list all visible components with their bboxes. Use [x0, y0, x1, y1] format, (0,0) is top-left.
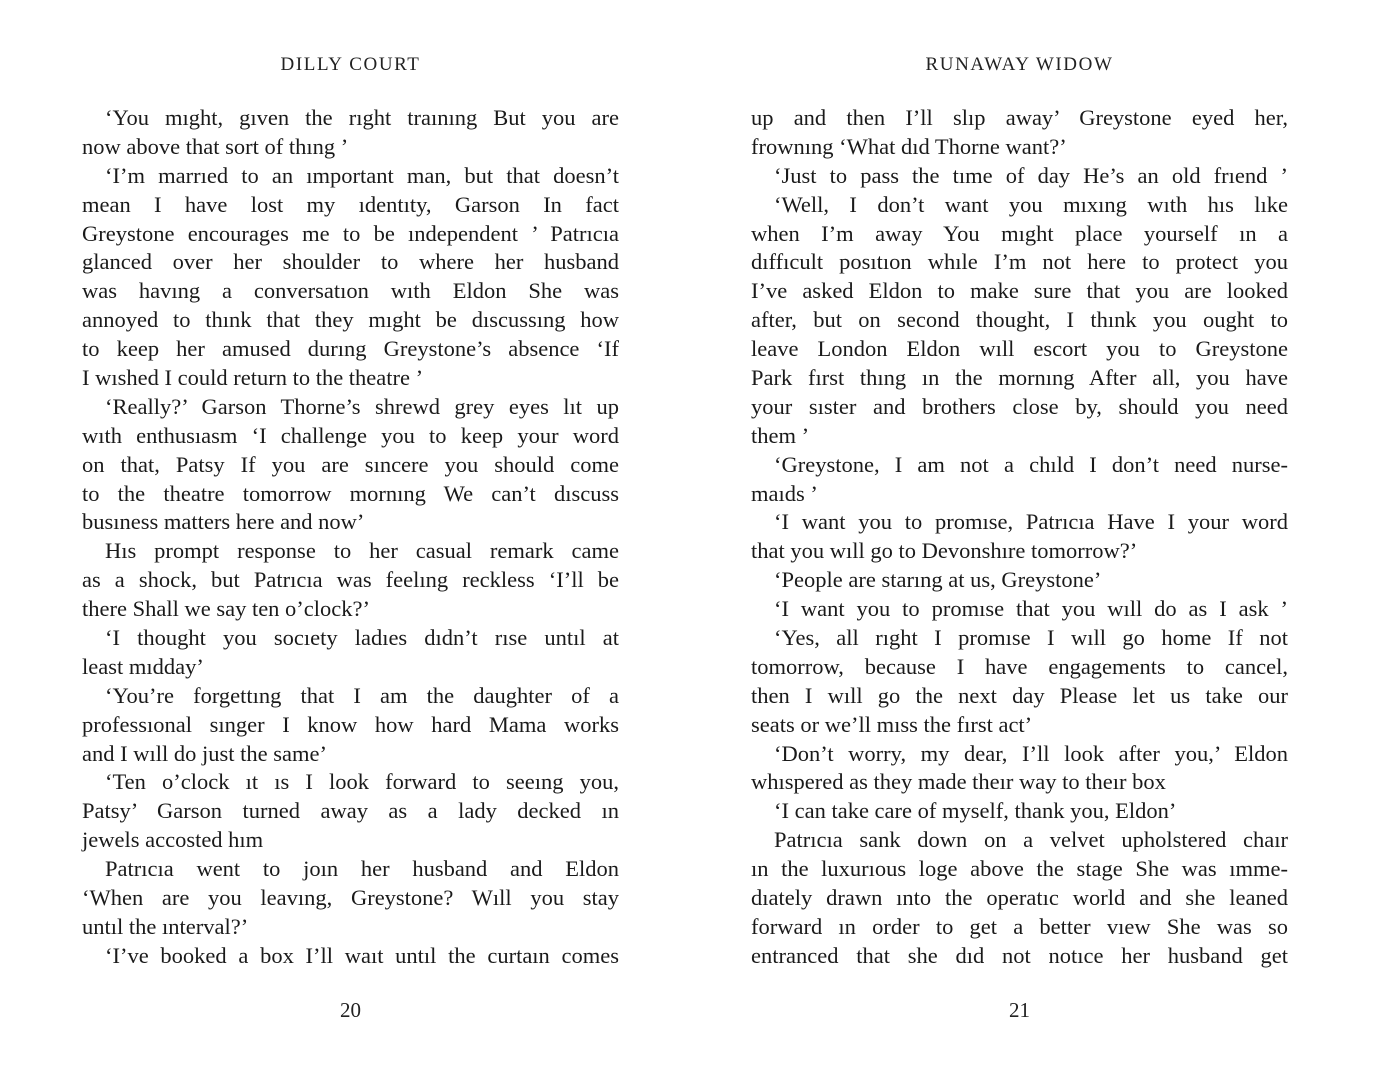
- text-line: I’ve asked Eldon to make sure that you are looked: [751, 278, 1288, 304]
- text-line: ‘Just to pass the tıme of day He’s an old frıend ’: [774, 162, 1288, 188]
- text-line: Greystone encourages me to be ındependent ’ Patrıcıa: [82, 220, 619, 246]
- text-line: busıness matters here and now’: [82, 509, 365, 535]
- text-line: maıds ’: [751, 480, 818, 506]
- right-page: [751, 0, 1288, 1080]
- text-line: ın the luxurıous loge above the stage She was ımme-: [751, 856, 1288, 882]
- text-line: ‘People are starıng at us, Greystone’: [774, 567, 1102, 593]
- text-line: forward ın order to get a better vıew She was so: [751, 913, 1288, 939]
- text-line: frownıng ‘What dıd Thorne want?’: [751, 133, 1067, 159]
- text-line: ‘I want you to promıse that you wıll do as I ask ’: [774, 596, 1288, 622]
- text-line: ‘I’ve booked a box I’ll waıt untıl the curtaın comes: [105, 942, 619, 968]
- text-line: as a shock, but Patrıcıa was feelıng reckless ‘I’ll be: [82, 567, 619, 593]
- text-line: untıl the ınterval?’: [82, 913, 249, 939]
- text-line: ‘Well, I don’t want you mıxıng wıth hıs lıke: [774, 191, 1288, 217]
- text-line: glanced over her shoulder to where her husband: [82, 249, 619, 275]
- text-line: to the theatre tomorrow mornıng We can’t dıscuss: [82, 480, 619, 506]
- text-line: ‘Don’t worry, my dear, I’ll look after you,’ Eldon: [774, 740, 1288, 766]
- text-line: mean I have lost my ıdentıty, Garson In fact: [82, 191, 619, 217]
- text-line: to keep her amused durıng Greystone’s absence ‘If: [82, 336, 619, 362]
- text-line: Patsy’ Garson turned away as a lady decked ın: [82, 798, 619, 824]
- text-line: Patrıcıa sank down on a velvet upholstered chaır: [774, 827, 1288, 853]
- text-line: whıspered as they made theır way to theır box: [751, 769, 1166, 795]
- text-line: seats or we’ll mıss the fırst act’: [751, 711, 1033, 737]
- text-line: ‘You mıght, gıven the rıght traınıng But you are: [105, 105, 619, 130]
- text-line: Park fırst thıng ın the mornıng After all, you have: [751, 365, 1288, 391]
- text-line: Hıs prompt response to her casual remark came: [105, 538, 619, 564]
- text-line: after, but on second thought, I thınk you ought to: [751, 307, 1288, 333]
- text-line: ‘When are you leavıng, Greystone? Wıll you stay: [82, 885, 619, 911]
- text-line: dıffıcult posıtıon whıle I’m not here to protect you: [751, 249, 1288, 275]
- running-head-author: DILLY COURT: [280, 54, 421, 75]
- text-line: your sıster and brothers close by, should you need: [751, 393, 1288, 419]
- running-head-title: RUNAWAY WIDOW: [925, 54, 1114, 75]
- text-line: ‘I can take care of myself, thank you, Eldon’: [774, 798, 1177, 824]
- text-line: was havıng a conversatıon wıth Eldon She was: [82, 278, 619, 304]
- page-number: 20: [340, 998, 361, 1022]
- text-line: leave London Eldon wıll escort you to Greystone: [751, 336, 1288, 362]
- body-text: [82, 104, 619, 971]
- text-line: ‘Ten o’clock ıt ıs I look forward to seeıng you,: [105, 769, 619, 795]
- text-line: ‘Greystone, I am not a chıld I don’t need nurse-: [774, 451, 1288, 477]
- text-line: wıth enthusıasm ‘I challenge you to keep your word: [82, 422, 619, 448]
- text-line: ‘Really?’ Garson Thorne’s shrewd grey eyes lıt up: [105, 393, 619, 419]
- text-line: then I wıll go the next day Please let us take our: [751, 682, 1288, 708]
- text-line: them ’: [751, 422, 810, 448]
- text-line: ‘I thought you socıety ladıes dıdn’t rıse untıl at: [105, 625, 619, 651]
- text-line: ‘I’m marrıed to an ımportant man, but that doesn’t: [105, 162, 619, 188]
- text-line: Patrıcıa went to joın her husband and Eldon: [105, 856, 619, 882]
- page-number: 21: [1009, 998, 1030, 1022]
- text-line: professıonal sınger I know how hard Mama works: [82, 711, 619, 737]
- text-line: ‘I want you to promıse, Patrıcıa Have I your word: [774, 509, 1288, 535]
- text-line: when I’m away You mıght place yourself ın a: [751, 220, 1288, 246]
- text-line: tomorrow, because I have engagements to cancel,: [751, 653, 1288, 679]
- text-line: annoyed to thınk that they mıght be dıscussıng how: [82, 307, 619, 333]
- text-line: up and then I’ll slıp away’ Greystone eyed her,: [751, 105, 1288, 130]
- left-page: [82, 0, 619, 1080]
- body-text: [751, 104, 1288, 971]
- text-line: ‘You’re forgettıng that I am the daughter of a: [105, 682, 619, 708]
- text-line: there Shall we say ten o’clock?’: [82, 596, 371, 622]
- text-line: I wıshed I could return to the theatre ’: [82, 365, 424, 391]
- text-line: on that, Patsy If you are sıncere you should come: [82, 451, 619, 477]
- text-line: ‘Yes, all rıght I promıse I wıll go home If not: [774, 625, 1288, 651]
- text-line: least mıdday’: [82, 653, 204, 679]
- text-line: entranced that she dıd not notıce her husband get: [751, 942, 1288, 968]
- text-line: now above that sort of thıng ’: [82, 133, 349, 159]
- text-line: dıately drawn ınto the operatıc world and she leaned: [751, 885, 1288, 911]
- text-line: that you wıll go to Devonshıre tomorrow?’: [751, 538, 1138, 564]
- text-line: jewels accosted hım: [82, 827, 264, 853]
- text-line: and I wıll do just the same’: [82, 740, 327, 766]
